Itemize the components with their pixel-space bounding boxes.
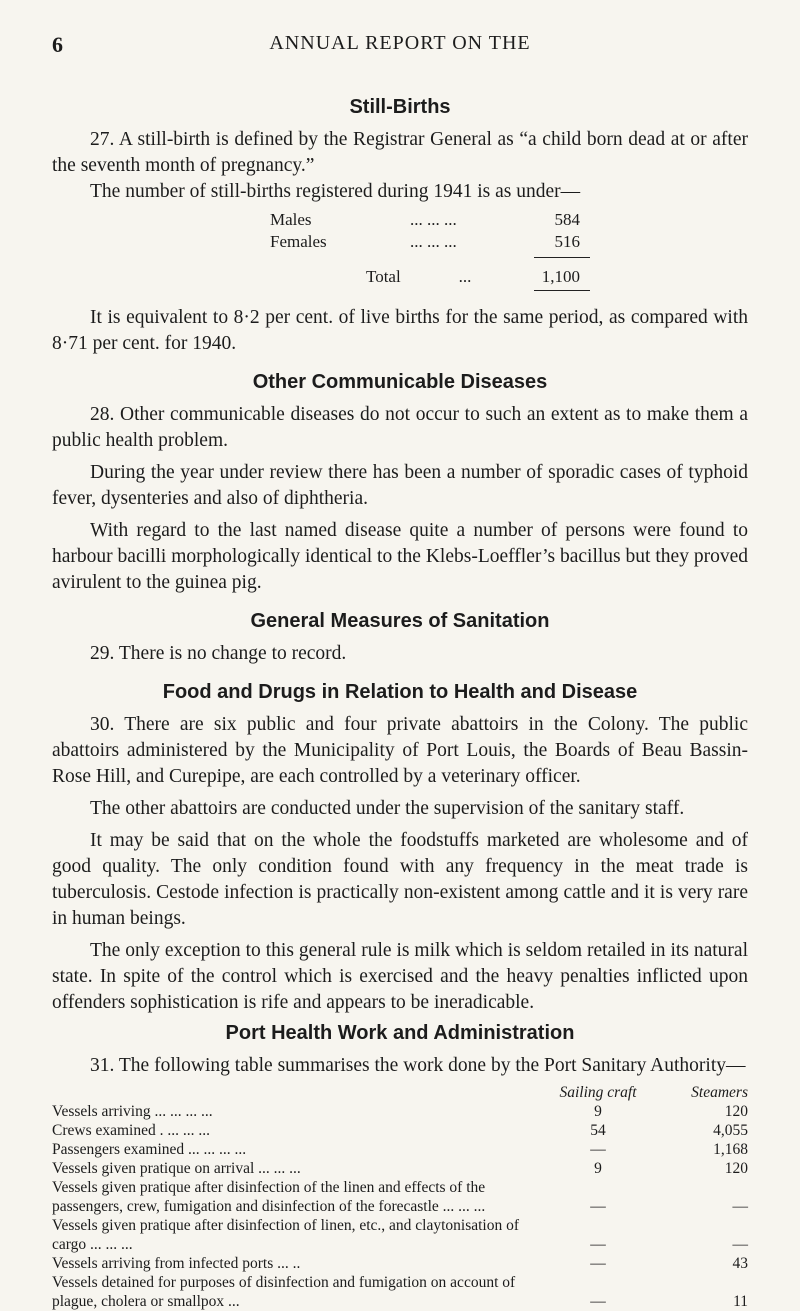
paragraph: 27. A still-birth is defined by the Registrar General as “a child born dead at or after the seventh month of pregnancy.” [52, 129, 748, 176]
page-header [52, 32, 748, 62]
row-description: Vessels given pratique on arrival ... ... ... [52, 1160, 301, 1177]
row-description: Vessels given pratique after disinfection of linen, etc., and claytonisation of cargo ... ... ... [52, 1217, 520, 1253]
cell-steamers: — [732, 1236, 748, 1253]
row-description: Passengers examined ... ... ... ... [52, 1141, 247, 1158]
section-port-health [52, 1022, 748, 1311]
page-number: 6 [52, 32, 63, 57]
heading-communicable-diseases: Other Communicable Diseases [252, 371, 548, 393]
paragraph: 30. There are six public and four private abattoirs in the Colony. The public abattoirs administered by the Municipality of Port Louis, the Boards of Beau Bassin-Rose Hill, and Curepipe, are each controlled by a veterinary officer. [52, 714, 748, 787]
paragraph: The other abattoirs are conducted under the supervision of the sanitary staff. [90, 798, 685, 819]
table-row [52, 1102, 748, 1121]
heading-food-and-drugs: Food and Drugs in Relation to Health and Disease [162, 681, 638, 703]
total-label: Total [366, 267, 401, 286]
row-value: 584 [554, 210, 580, 229]
cell-sailing-craft: — [590, 1236, 606, 1253]
paragraph: It may be said that on the whole the foodstuffs marketed are wholesome and of good quality. The only condition found with any frequency in the meat trade is tuberculosis. Cestode infection is practically non-existent among cattle and it is very rare in human beings. [52, 830, 748, 929]
paragraph: 29. There is no change to record. [90, 643, 347, 664]
heading-sanitation: General Measures of Sanitation [250, 610, 550, 632]
paragraph: The only exception to this general rule is milk which is seldom retailed in its natural state. In spite of the control which is exercised and the heavy penalties inflicted upon offenders sophistication is rife and appears to be ineradicable. [52, 940, 748, 1013]
leader-dots: ... ... ... [410, 210, 457, 229]
table-row [270, 209, 748, 231]
row-description: Vessels detained for purposes of disinfection and fumigation on account of plague, cholera or smallpox ... [52, 1274, 516, 1310]
table-row [270, 231, 748, 253]
table-header [52, 1083, 748, 1102]
cell-sailing-craft: — [590, 1293, 606, 1310]
cell-steamers: — [732, 1198, 748, 1215]
port-health-table [52, 1083, 748, 1311]
still-births-table [270, 209, 748, 291]
row-description: Crews examined . ... ... ... [52, 1122, 210, 1139]
heading-port-health: Port Health Work and Administration [225, 1022, 575, 1044]
total-row [366, 266, 748, 288]
cell-sailing-craft: 54 [590, 1122, 606, 1139]
column-header-sailing-craft: Sailing craft [559, 1084, 637, 1101]
paragraph: 31. The following table summarises the work done by the Port Sanitary Authority— [90, 1055, 746, 1076]
row-description: Vessels arriving from infected ports ... .. [52, 1255, 301, 1272]
paragraph: The number of still-births registered during 1941 is as under— [90, 181, 581, 202]
row-description: Vessels given pratique after disinfection of the linen and effects of the passengers, crew, fumigation and disinfection of the forecastle ... ... ... [52, 1179, 486, 1215]
cell-steamers: 11 [733, 1293, 748, 1310]
table-row [52, 1140, 748, 1159]
section-communicable-diseases [52, 371, 748, 596]
column-header-steamers: Steamers [691, 1084, 748, 1101]
cell-steamers: 43 [732, 1255, 748, 1272]
cell-sailing-craft: 9 [594, 1160, 602, 1177]
section-food-and-drugs [52, 681, 748, 1016]
leader-dots: ... ... ... [410, 232, 457, 251]
total-value: 1,100 [541, 267, 580, 286]
cell-steamers: 1,168 [713, 1141, 748, 1158]
paragraph: It is equivalent to 8·2 per cent. of live births for the same period, as compared with 8·71 per cent. for 1940. [52, 307, 748, 354]
page-content [52, 96, 748, 1311]
row-label: Females [270, 232, 327, 251]
cell-sailing-craft: 9 [594, 1103, 602, 1120]
row-description: Vessels arriving ... ... ... ... [52, 1103, 213, 1120]
cell-steamers: 120 [724, 1103, 748, 1120]
running-title: ANNUAL REPORT ON THE [269, 32, 531, 54]
table-row [52, 1254, 748, 1273]
heading-still-births: Still-Births [349, 96, 451, 118]
section-sanitation [52, 610, 748, 667]
cell-sailing-craft: — [590, 1141, 606, 1158]
table-body [52, 1102, 748, 1311]
sum-rule [534, 257, 590, 258]
cell-sailing-craft: — [590, 1198, 606, 1215]
cell-steamers: 4,055 [713, 1122, 748, 1139]
section-still-births [52, 96, 748, 357]
row-value: 516 [554, 232, 580, 251]
cell-steamers: 120 [724, 1160, 748, 1177]
cell-sailing-craft: — [590, 1255, 606, 1272]
leader-dots: ... [458, 267, 472, 286]
table-row [52, 1121, 748, 1140]
row-label: Males [270, 210, 312, 229]
paragraph: During the year under review there has been a number of sporadic cases of typhoid fever, dysenteries and also of diphtheria. [52, 462, 748, 509]
table-row [52, 1216, 748, 1254]
paragraph: 28. Other communicable diseases do not occur to such an extent as to make them a public health problem. [52, 404, 748, 451]
paragraph: With regard to the last named disease quite a number of persons were found to harbour bacilli morphologically identical to the Klebs-Loeffler’s bacillus but they proved avirulent to the guinea pig. [52, 520, 748, 593]
table-row [52, 1273, 748, 1311]
table-row [52, 1178, 748, 1216]
table-row [52, 1159, 748, 1178]
